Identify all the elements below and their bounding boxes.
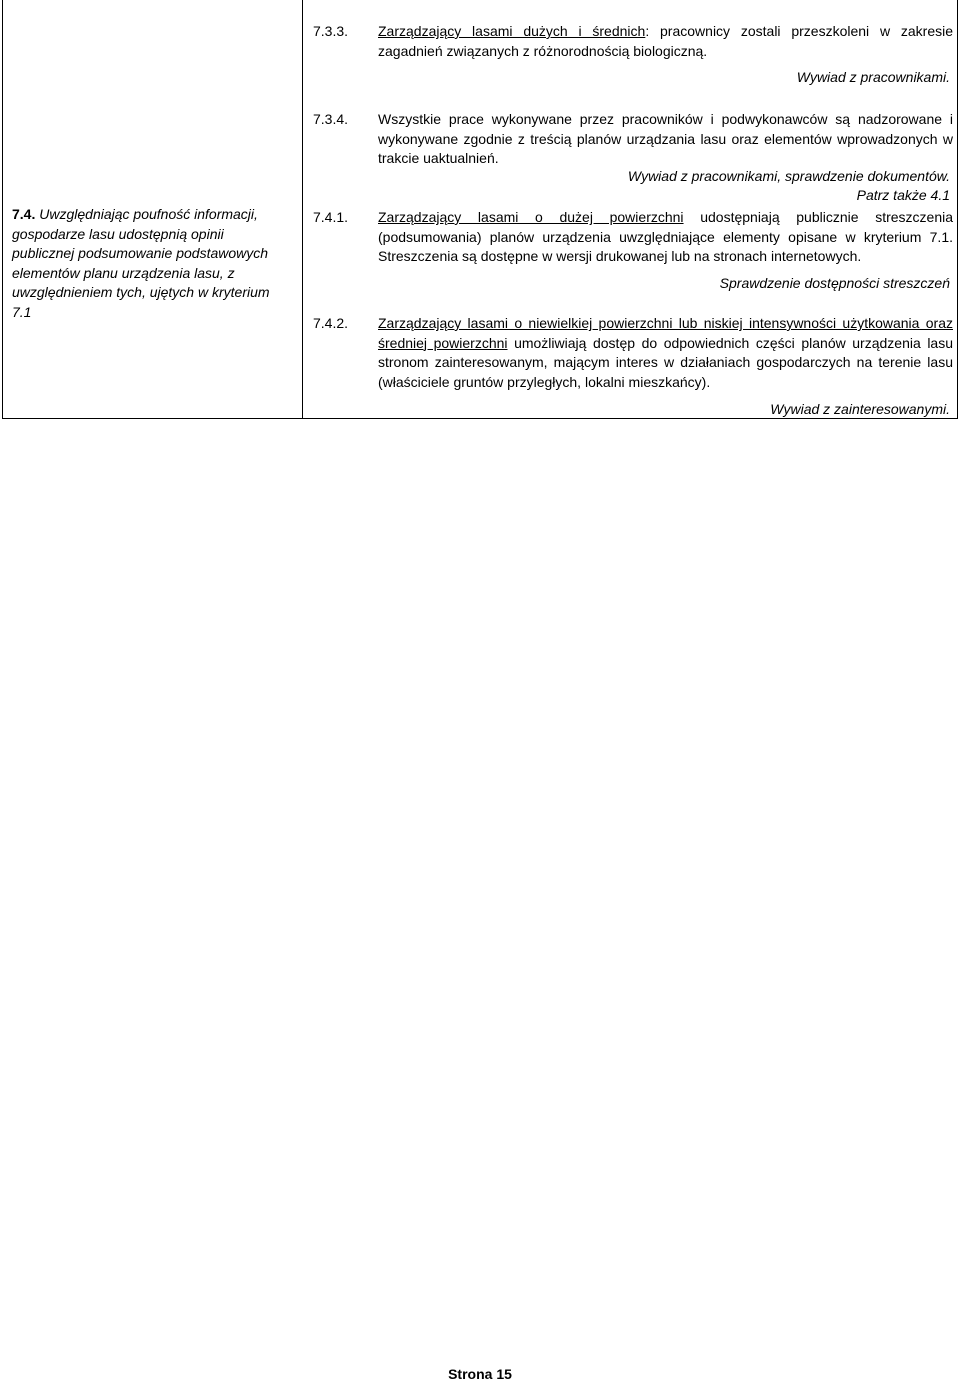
- verification-ref: Wywiad z pracownikami, sprawdzenie dokumentów.: [627, 168, 950, 184]
- indicator-text: : pracownicy zostali przeszkoleni w zakresie zagadnień związanych z różnorodnością biologiczną.: [378, 23, 954, 59]
- indicator-number: 7.3.3.: [313, 23, 349, 39]
- criterion-text: Uwzględniając poufność informacji, gospodarze lasu udostępnią opinii publicznej podsumowanie podstawowych elementów planu urządzenia lasu, z uwzględnieniem tych, ujętych w kryterium 7.1: [12, 206, 270, 320]
- indicator-underlined: Zarządzający lasami o dużej powierzchni: [378, 209, 684, 225]
- indicator-7-4-1: [313, 208, 953, 267]
- indicator-number: 7.3.4.: [313, 111, 349, 127]
- verification-ref: Wywiad z zainteresowanymi.: [770, 401, 950, 417]
- column-divider: [302, 0, 303, 419]
- indicator-7-3-4: [313, 110, 953, 169]
- see-also-ref: Patrz także 4.1: [856, 187, 950, 203]
- indicator-underlined: Zarządzający lasami o niewielkiej powierzchni lub niskiej intensywności użytkowania oraz średniej powierzchni: [378, 315, 953, 351]
- criterion-number: 7.4.: [12, 206, 36, 222]
- page-footer: Strona 15: [448, 1366, 512, 1382]
- indicator-number: 7.4.1.: [313, 209, 349, 225]
- indicator-7-3-3: [313, 22, 953, 61]
- indicator-text: umożliwiają dostęp do odpowiednich części planów urządzenia lasu stronom zainteresowanym, mającym interes w działaniach gospodarczych na terenie lasu (właściciele gruntów przyległych, lokalni mieszkańcy).: [378, 334, 953, 390]
- verification-ref: Sprawdzenie dostępności streszczeń: [719, 275, 950, 291]
- indicator-number: 7.4.2.: [313, 315, 349, 331]
- indicator-text: udostępniają publicznie streszczenia (podsumowania) planów urządzenia uwzględniające elementy opisane w kryterium 7.1. Streszczenia są dostępne w wersji drukowanej lub na stronach internetowych.: [378, 209, 954, 264]
- criterion-7-4-cell: [12, 205, 284, 323]
- indicator-underlined: Zarządzający lasami dużych i średnich: [378, 23, 646, 39]
- indicator-7-4-2: [313, 314, 953, 392]
- indicator-text: Wszystkie prace wykonywane przez pracowników i podwykonawców są nadzorowane i wykonywane zgodnie z treścią planów urządzania lasu oraz elementów wprowadzonych w trakcie uaktualnień.: [378, 111, 953, 166]
- verification-ref: Wywiad z pracownikami.: [796, 69, 950, 85]
